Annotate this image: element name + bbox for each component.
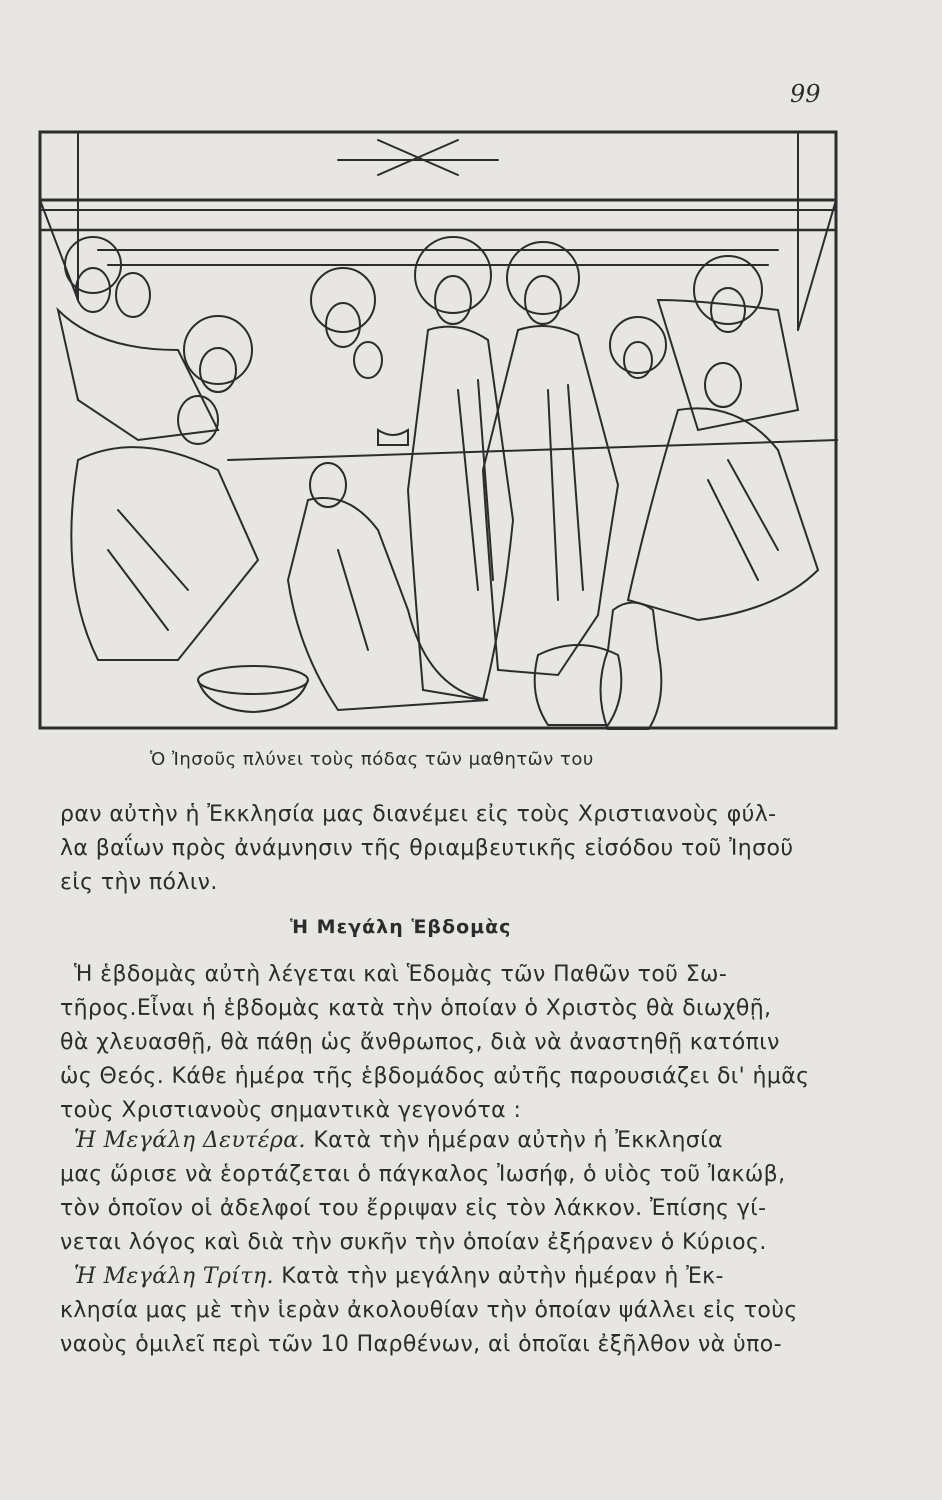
monday-line: μας ὥρισε νὰ ἑορτάζεται ὁ πάγκαλος Ἰωσήφ, ὁ υἱὸς τοῦ Ἰακώβ, xyxy=(60,1162,786,1187)
section-heading: Ἡ Μεγάλη Ἑβδομὰς xyxy=(290,916,512,938)
body-line: τῆρος.Εἶναι ἡ ἑβδομὰς κατὰ τὴν ὁποίαν ὁ Χριστὸς θὰ διωχθῇ, xyxy=(60,996,772,1021)
page-number: 99 xyxy=(790,80,821,108)
tuesday-line: ναοὺς ὁμιλεῖ περὶ τῶν 10 Παρθένων, αἱ ὁποῖαι ἐξῆλθον νὰ ὑπο- xyxy=(60,1332,782,1357)
engraving-drawing xyxy=(38,130,838,730)
monday-first-line xyxy=(74,1128,854,1158)
monday-first-text: Κατὰ τὴν ἡμέραν αὐτὴν ἡ Ἐκκλησία xyxy=(313,1128,723,1153)
body-line: Ἡ ἑβδομὰς αὐτὴ λέγεται καὶ Ἑδομὰς τῶν Παθῶν τοῦ Σω- xyxy=(74,962,728,987)
intro-line: εἰς τὴν πόλιν. xyxy=(60,870,218,895)
illustration-caption: Ὁ Ἰησοῦς πλύνει τοὺς πόδας τῶν μαθητῶν του xyxy=(150,749,594,770)
illustration-foot-washing xyxy=(38,130,838,730)
tuesday-label: Ἡ Μεγάλη Τρίτη. xyxy=(74,1264,274,1289)
tuesday-first-line xyxy=(74,1264,854,1294)
tuesday-line: κλησία μας μὲ τὴν ἱερὰν ἀκολουθίαν τὴν ὁποίαν ψάλλει εἰς τοὺς xyxy=(60,1298,798,1323)
monday-line: τὸν ὁποῖον οἱ ἀδελφοί του ἔρριψαν εἰς τὸν λάκκον. Ἐπίσης γί- xyxy=(60,1196,767,1221)
body-line: ὡς Θεός. Κάθε ἡμέρα τῆς ἑβδομάδος αὐτῆς παρουσιάζει δι' ἡμᾶς xyxy=(60,1064,810,1089)
monday-line: νεται λόγος καὶ διὰ τὴν συκῆν τὴν ὁποίαν ἐξήρανεν ὁ Κύριος. xyxy=(60,1230,767,1255)
intro-line: ραν αὐτὴν ἡ Ἐκκλησία μας διανέμει εἰς τοὺς Χριστιανοὺς φύλ- xyxy=(60,802,777,827)
body-line: τοὺς Χριστιανοὺς σημαντικὰ γεγονότα : xyxy=(60,1098,522,1123)
monday-label: Ἡ Μεγάλη Δευτέρα. xyxy=(74,1128,306,1153)
tuesday-first-text: Κατὰ τὴν μεγάλην αὐτὴν ἡμέραν ἡ Ἐκ- xyxy=(281,1264,724,1289)
body-line: θὰ χλευασθῇ, θὰ πάθῃ ὡς ἄνθρωπος, διὰ νὰ ἀναστηθῇ κατόπιν xyxy=(60,1030,780,1055)
intro-line: λα βαΐων πρὸς ἀνάμνησιν τῆς θριαμβευτικῆς εἰσόδου τοῦ Ἰησοῦ xyxy=(60,836,794,861)
